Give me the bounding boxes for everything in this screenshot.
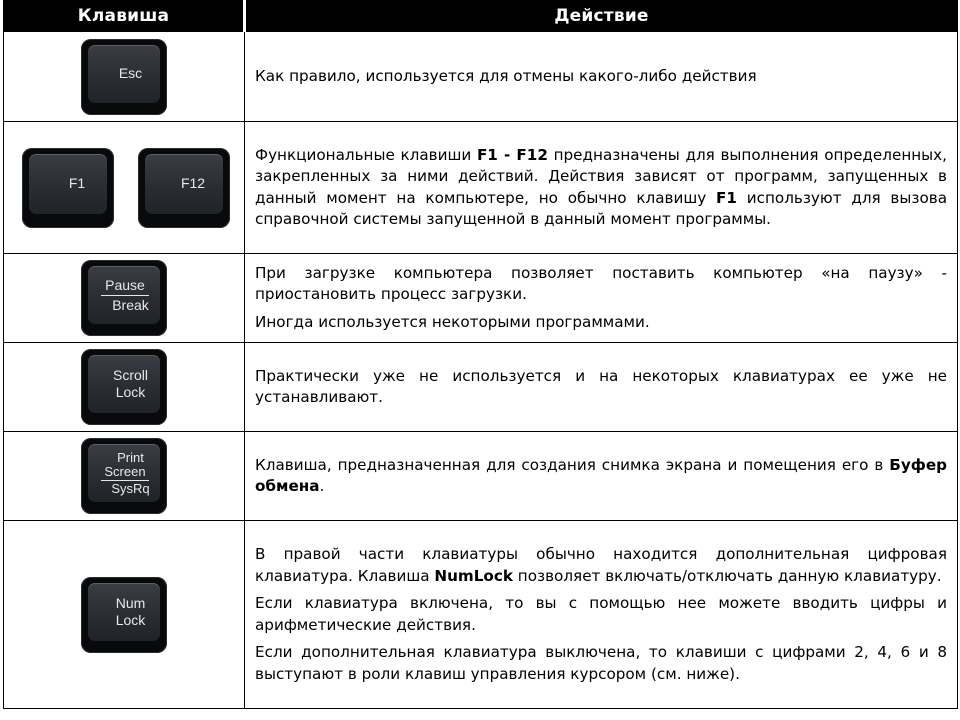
column-header-key: Клавиша	[4, 1, 245, 32]
key-pair	[4, 148, 244, 228]
key-cap	[88, 45, 160, 103]
key-cap	[88, 355, 160, 413]
key-cap	[88, 444, 160, 502]
table-row-print-screen	[4, 432, 958, 521]
key-label: Scroll	[112, 367, 148, 383]
key-cell	[4, 32, 245, 122]
description-text: Если клавиатура включена, то вы с помощью нее можете вводить цифры и арифметические действия.	[255, 594, 947, 634]
key-label: Screen	[101, 465, 149, 481]
table-row-esc	[4, 32, 958, 122]
pause-break-key-icon	[81, 260, 167, 336]
key-label: SysRq	[111, 480, 150, 496]
f1-key-icon	[22, 148, 114, 228]
esc-key-icon	[81, 39, 167, 115]
description-cell	[245, 432, 958, 521]
key-cell	[4, 122, 245, 254]
scroll-lock-key-icon	[81, 349, 167, 425]
key-cell	[4, 254, 245, 343]
table-row-f1-f12	[4, 122, 958, 254]
description-text: При загрузке компьютера позволяет поставить компьютер «на паузу» - приостановить процесс загрузки.	[255, 263, 947, 304]
description-text: Практически уже не используется и на некоторых клавиатурах ее уже не устанавливают.	[255, 366, 947, 406]
description-text: Если дополнительная клавиатура выключена, то клавиши с цифрами 2, 4, 6 и 8 выступают в роли клавиш управления курсором (см. ниже).	[255, 643, 947, 683]
key-label: Esc	[118, 65, 143, 81]
description-cell	[245, 32, 958, 122]
table-header-row	[4, 1, 958, 32]
column-header-action: Действие	[245, 1, 958, 32]
description-text: Клавиша, предназначенная для создания снимка экрана и помещения его в Буфер обмена.	[255, 455, 947, 495]
description-cell	[245, 122, 958, 254]
key-label: Print	[117, 449, 144, 465]
key-label: Lock	[115, 611, 146, 628]
description-text: В правой части клавиатуры обычно находится дополнительная цифровая клавиатура. Клавиша NumLock позволяет включать/отключать данную клавиатуру.	[255, 545, 947, 585]
key-label: Lock	[115, 384, 146, 400]
table-row-scroll-lock	[4, 343, 958, 432]
key-cap	[145, 154, 223, 214]
keyboard-keys-table	[3, 0, 958, 709]
key-cell	[4, 432, 245, 521]
description-cell	[245, 254, 958, 343]
description-text: Иногда используется некоторыми программами.	[255, 312, 650, 331]
key-label: Break	[112, 296, 149, 313]
key-label: Pause	[101, 277, 149, 296]
description-cell	[245, 521, 958, 709]
key-cap	[29, 154, 107, 214]
f12-key-icon	[138, 148, 230, 228]
print-screen-key-icon	[81, 438, 167, 514]
key-cap	[88, 266, 160, 324]
table-row-pause-break	[4, 254, 958, 343]
key-cell	[4, 343, 245, 432]
description-text: Как правило, используется для отмены какого-либо действия	[255, 66, 757, 85]
description-text: Функциональные клавиши F1 - F12 предназначены для выполнения определенных, закрепленных за ними действий. Действия зависят от программ, запущенных в данный момент на компьютере, но обычно клавишу F1 используют для вызова справочной системы запущенной в данный момент программы.	[255, 145, 947, 228]
description-cell	[245, 343, 958, 432]
key-label: Num	[115, 594, 146, 611]
key-label: F1	[68, 175, 86, 191]
key-label: F12	[180, 175, 206, 191]
key-cap	[88, 583, 160, 641]
num-lock-key-icon	[81, 577, 167, 653]
key-cell	[4, 521, 245, 709]
table-row-num-lock	[4, 521, 958, 709]
